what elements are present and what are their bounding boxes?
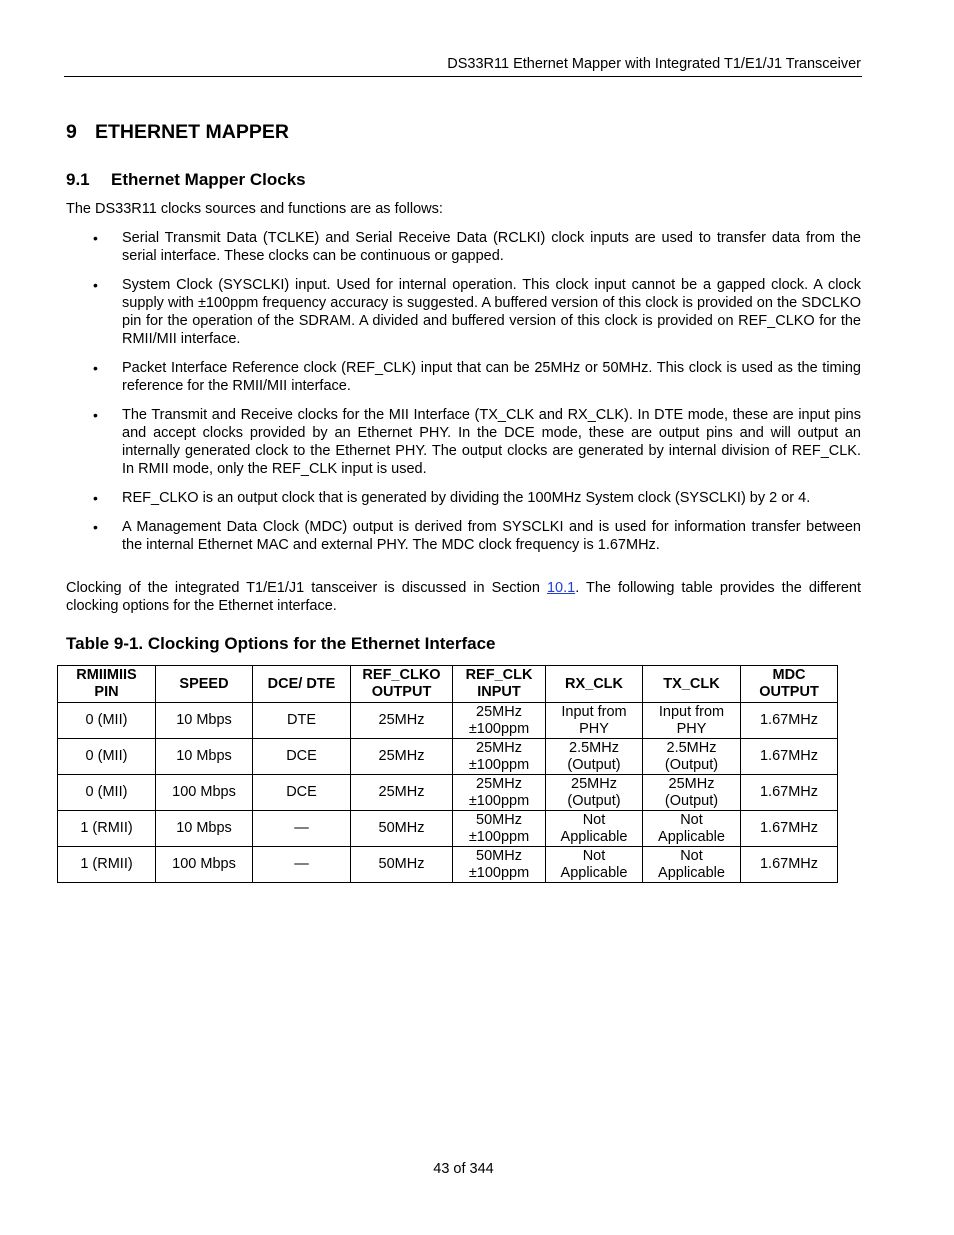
header-mdc-output: MDC OUTPUT <box>741 666 838 703</box>
list-item-text: Serial Transmit Data (TCLKE) and Serial Receive Data (RCLKI) clock inputs are used to transfer data from the serial interface. These clocks can be continuous or gapped. <box>122 230 861 264</box>
clock-bullet-list <box>66 229 861 565</box>
table-row <box>58 775 838 811</box>
list-item-text: System Clock (SYSCLKI) input. Used for internal operation. This clock input cannot be a gapped clock. A clock supply with ±100ppm frequency accuracy is suggested. A buffered version of this clock is provided on the SDCLKO pin for the operation of the SDRAM. A divided and buffered version of this clock is provided on REF_CLKO for the RMII/MII interface. <box>122 277 861 347</box>
table-header-row <box>58 666 838 703</box>
table-cell: 50MHz <box>351 811 453 847</box>
header-speed: SPEED <box>156 666 253 703</box>
table-cell: 25MHz (Output) <box>643 775 741 811</box>
table-cell: 50MHz <box>351 847 453 883</box>
table-cell: 0 (MII) <box>58 775 156 811</box>
table-cell: 0 (MII) <box>58 739 156 775</box>
subsection-heading <box>66 170 306 190</box>
clocking-options-table <box>57 665 838 883</box>
page-number: 43 of 344 <box>433 1161 494 1177</box>
list-item-text: The Transmit and Receive clocks for the MII Interface (TX_CLK and RX_CLK). In DTE mode, these are input pins and accept clocks provided by an Ethernet PHY. In the DCE mode, these are output pins and will output an internally generated clock to the Ethernet PHY. The output clocks are generated by internal division of REF_CLK. In RMII mode, only the REF_CLK input is used. <box>122 407 861 477</box>
bullet-icon: • <box>93 277 98 293</box>
list-item <box>66 359 861 395</box>
table-cell: 50MHz ±100ppm <box>453 847 546 883</box>
section-heading <box>66 121 289 144</box>
table-row <box>58 703 838 739</box>
table-cell: Input from PHY <box>643 703 741 739</box>
section-link[interactable]: 10.1 <box>546 580 576 596</box>
table-cell: Input from PHY <box>546 703 643 739</box>
table-caption: Table 9-1. Clocking Options for the Ethernet Interface <box>66 634 496 653</box>
bullet-icon: • <box>93 230 98 246</box>
list-item <box>66 406 861 478</box>
table-cell: DCE <box>253 775 351 811</box>
list-item <box>66 489 861 507</box>
intro-text: The DS33R11 clocks sources and functions are as follows: <box>66 201 443 217</box>
section-number: 9 <box>66 121 77 143</box>
header-divider <box>64 76 862 77</box>
header-rmiimiis-pin: RMIIMIIS PIN <box>58 666 156 703</box>
table-cell: 1.67MHz <box>741 847 838 883</box>
table-cell: 2.5MHz (Output) <box>546 739 643 775</box>
table-cell: 1.67MHz <box>741 775 838 811</box>
table-cell: 25MHz <box>351 739 453 775</box>
list-item-text: A Management Data Clock (MDC) output is derived from SYSCLKI and is used for information transfer between the internal Ethernet MAC and external PHY. The MDC clock frequency is 1.67MHz. <box>122 519 861 553</box>
table-cell: 1.67MHz <box>741 811 838 847</box>
paragraph-text-after: . The following table provides the different clocking options for the Ethernet interface. <box>66 580 861 614</box>
header-rx-clk: RX_CLK <box>546 666 643 703</box>
table-cell: 0 (MII) <box>58 703 156 739</box>
header-tx-clk: TX_CLK <box>643 666 741 703</box>
list-item-text: Packet Interface Reference clock (REF_CLK) input that can be 25MHz or 50MHz. This clock is used as the timing reference for the RMII/MII interface. <box>122 360 861 394</box>
table-cell: 2.5MHz (Output) <box>643 739 741 775</box>
table-cell: 10 Mbps <box>156 811 253 847</box>
table-cell: 25MHz ±100ppm <box>453 739 546 775</box>
bullet-icon: • <box>93 490 98 506</box>
table-cell: 25MHz <box>351 775 453 811</box>
table-cell: 1 (RMII) <box>58 811 156 847</box>
table-cell: DTE <box>253 703 351 739</box>
table-cell: DCE <box>253 739 351 775</box>
page-header-title: DS33R11 Ethernet Mapper with Integrated T1/E1/J1 Transceiver <box>447 56 861 72</box>
header-dce-dte: DCE/ DTE <box>253 666 351 703</box>
table-cell: — <box>253 811 351 847</box>
table-cell: 1 (RMII) <box>58 847 156 883</box>
bullet-icon: • <box>93 519 98 535</box>
table-cell: Not Applicable <box>643 847 741 883</box>
list-item <box>66 229 861 265</box>
header-ref-clko-output: REF_CLKO OUTPUT <box>351 666 453 703</box>
table-row <box>58 739 838 775</box>
table-cell: Not Applicable <box>643 811 741 847</box>
list-item-text: REF_CLKO is an output clock that is generated by dividing the 100MHz System clock (SYSCLKI) by 2 or 4. <box>122 490 811 506</box>
table-cell: 1.67MHz <box>741 739 838 775</box>
subsection-title: Ethernet Mapper Clocks <box>111 170 306 189</box>
bullet-icon: • <box>93 407 98 423</box>
table-cell: 25MHz ±100ppm <box>453 775 546 811</box>
table-cell: 1.67MHz <box>741 703 838 739</box>
table-row <box>58 811 838 847</box>
paragraph-text-before: Clocking of the integrated T1/E1/J1 tansceiver is discussed in Section <box>66 580 547 596</box>
table-cell: 100 Mbps <box>156 847 253 883</box>
table-cell: Not Applicable <box>546 811 643 847</box>
table-cell: 10 Mbps <box>156 739 253 775</box>
list-item <box>66 276 861 348</box>
table-cell: Not Applicable <box>546 847 643 883</box>
table-row <box>58 847 838 883</box>
table-cell: 25MHz <box>351 703 453 739</box>
table-cell: 100 Mbps <box>156 775 253 811</box>
section-title: ETHERNET MAPPER <box>95 121 289 143</box>
table-cell: 10 Mbps <box>156 703 253 739</box>
table-cell: 25MHz (Output) <box>546 775 643 811</box>
bullet-icon: • <box>93 360 98 376</box>
table-cell: 50MHz ±100ppm <box>453 811 546 847</box>
header-ref-clk-input: REF_CLK INPUT <box>453 666 546 703</box>
table-cell: 25MHz ±100ppm <box>453 703 546 739</box>
table-cell: — <box>253 847 351 883</box>
clocking-paragraph <box>66 579 861 615</box>
list-item <box>66 518 861 554</box>
subsection-number: 9.1 <box>66 170 90 189</box>
